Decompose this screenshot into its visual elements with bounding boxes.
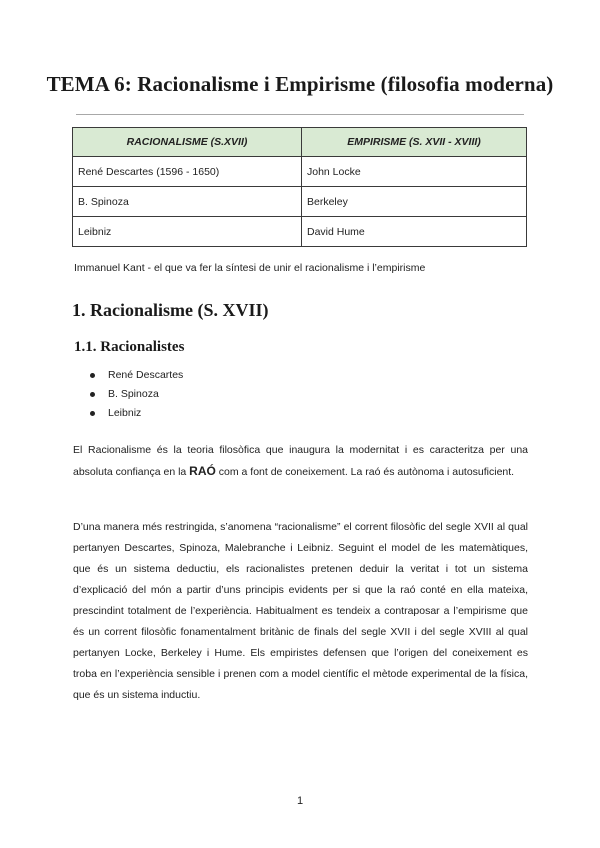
paragraph-intro: [73, 440, 528, 483]
table-cell: David Hume: [302, 217, 527, 247]
emphasis-rao: RAÓ: [189, 464, 216, 478]
table-header-cell: RACIONALISME (S.XVII): [73, 128, 302, 157]
table-cell: René Descartes (1596 - 1650): [73, 157, 302, 187]
comparison-table: [72, 127, 527, 247]
section-heading: 1. Racionalisme (S. XVII): [72, 300, 269, 320]
paragraph-text: com a font de coneixement. La raó és autònoma i autosuficient.: [215, 466, 515, 478]
list-item-label: René Descartes: [108, 369, 184, 381]
subsection-heading: 1.1. Racionalistes: [74, 339, 185, 355]
table-header-row: [73, 128, 527, 157]
document-title: TEMA 6: Racionalisme i Empirisme (filosofia moderna): [46, 72, 554, 96]
bullet-icon: [90, 411, 95, 416]
paragraph-text: El Racionalisme és la teoria filosòfica que inaugura la modernitat i es caracteritza per una absoluta confiança en la: [73, 444, 528, 478]
table-row: [73, 217, 527, 247]
list-item-label: Leibniz: [108, 407, 142, 419]
table-header-cell: EMPIRISME (S. XVII - XVIII): [302, 128, 527, 157]
list-item-label: B. Spinoza: [108, 388, 159, 400]
table-row: [73, 187, 527, 217]
list-item: [88, 385, 183, 404]
table-cell: B. Spinoza: [73, 187, 302, 217]
page-number: 1: [296, 795, 304, 807]
kant-note: Immanuel Kant - el que va fer la síntesi de unir el racionalisme i l’empirisme: [74, 262, 426, 274]
table-cell: John Locke: [302, 157, 527, 187]
list-item: [88, 404, 183, 423]
bullet-icon: [90, 373, 95, 378]
rationalists-list: [88, 366, 183, 423]
table-row: [73, 157, 527, 187]
bullet-icon: [90, 392, 95, 397]
list-item: [88, 366, 183, 385]
paragraph-detail: D’una manera més restringida, s’anomena “racionalisme” el corrent filosòfic del segle XVII al qual pertanyen Descartes, Spinoza, Malebranche i Leibniz. Seguint el model de les matemàtiques, que és un sistema deductiu, els racionalistes pretenen deduir la veritat i tot un sistema d’explicació del món a partir d’uns principis evidents per si que la raó conté en ella mateixa, prescindint totalment de l’experiència. Habitualment es tendeix a contraposar a l’empirisme que és un corrent filosòfic fonamentalment britànic de finals del segle XVII i del segle XVIII al qual pertanyen Locke, Berkeley i Hume. Els empiristes defensen que l’origen del coneixement es troba en l’experiència sensible i prenen com a model científic el mètode experimental de la física, que és un sistema inductiu.: [73, 521, 528, 701]
table-cell: Leibniz: [73, 217, 302, 247]
title-divider: [76, 114, 524, 115]
table-cell: Berkeley: [302, 187, 527, 217]
